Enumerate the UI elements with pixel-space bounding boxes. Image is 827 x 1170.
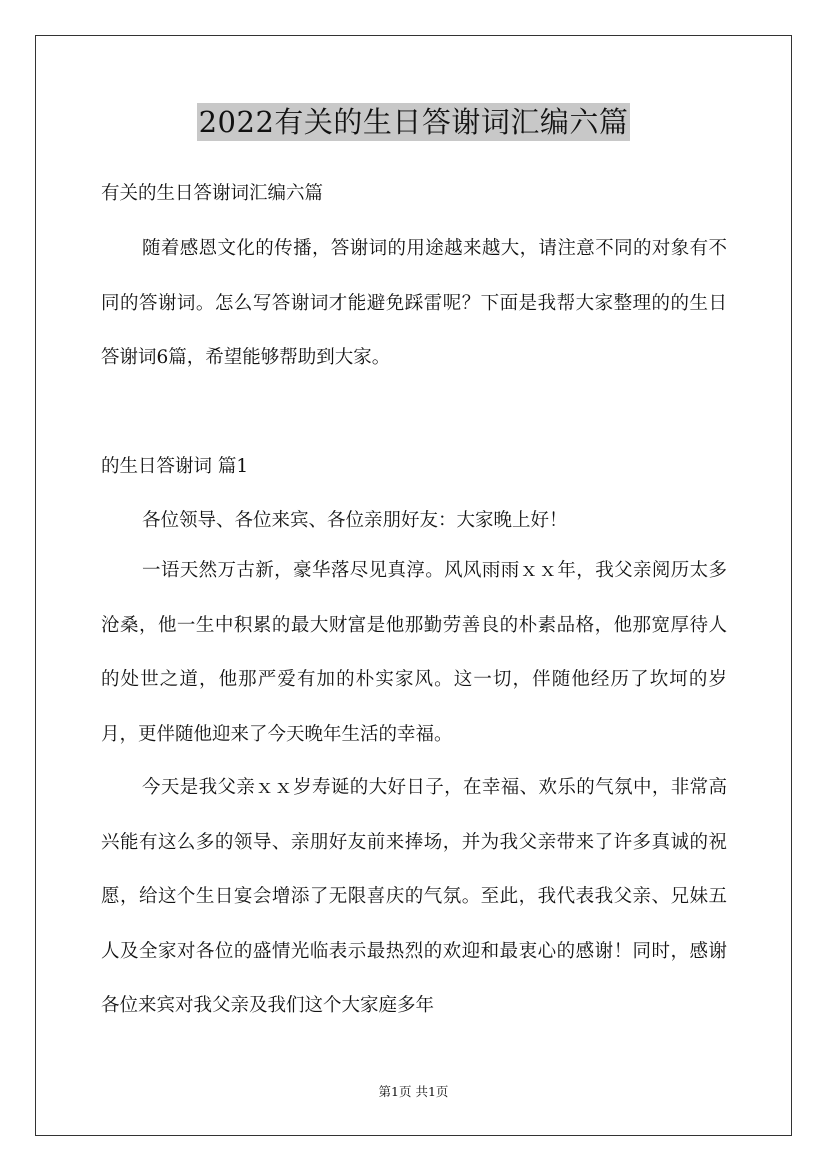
title-container	[0, 103, 827, 141]
section-heading: 的生日答谢词 篇1	[101, 456, 249, 477]
page-footer: 第1页 共1页	[378, 1084, 449, 1099]
intro-paragraph: 随着感恩文化的传播，答谢词的用途越来越大，请注意不同的对象有不同的答谢词。怎么写答谢词才能避免踩雷呢？下面是我帮大家整理的的生日答谢词6篇，希望能够帮助到大家。	[101, 238, 727, 368]
body-paragraph-1: 一语天然万古新，豪华落尽见真淳。风风雨雨ｘｘ年，我父亲阅历太多沧桑，他一生中积累的最大财富是他那勤劳善良的朴素品格，他那宽厚待人的处世之道，他那严爱有加的朴实家风。这一切，伴随他经历了坎坷的岁月，更伴随他迎来了今天晚年生活的幸福。	[101, 560, 727, 745]
document-subtitle: 有关的生日答谢词汇编六篇	[101, 183, 324, 204]
greeting-line: 各位领导、各位来宾、各位亲朋好友：大家晚上好！	[142, 510, 568, 531]
document-title: 2022有关的生日答谢词汇编六篇	[198, 105, 629, 139]
body-paragraph-2: 今天是我父亲ｘｘ岁寿诞的大好日子，在幸福、欢乐的气氛中，非常高兴能有这么多的领导、亲朋好友前来捧场，并为我父亲带来了许多真诚的祝愿，给这个生日宴会增添了无限喜庆的气氛。至此，我代表我父亲、兄妹五人及全家对各位的盛情光临表示最热烈的欢迎和最衷心的感谢！同时，感谢各位来宾对我父亲及我们这个大家庭多年	[101, 777, 727, 1016]
